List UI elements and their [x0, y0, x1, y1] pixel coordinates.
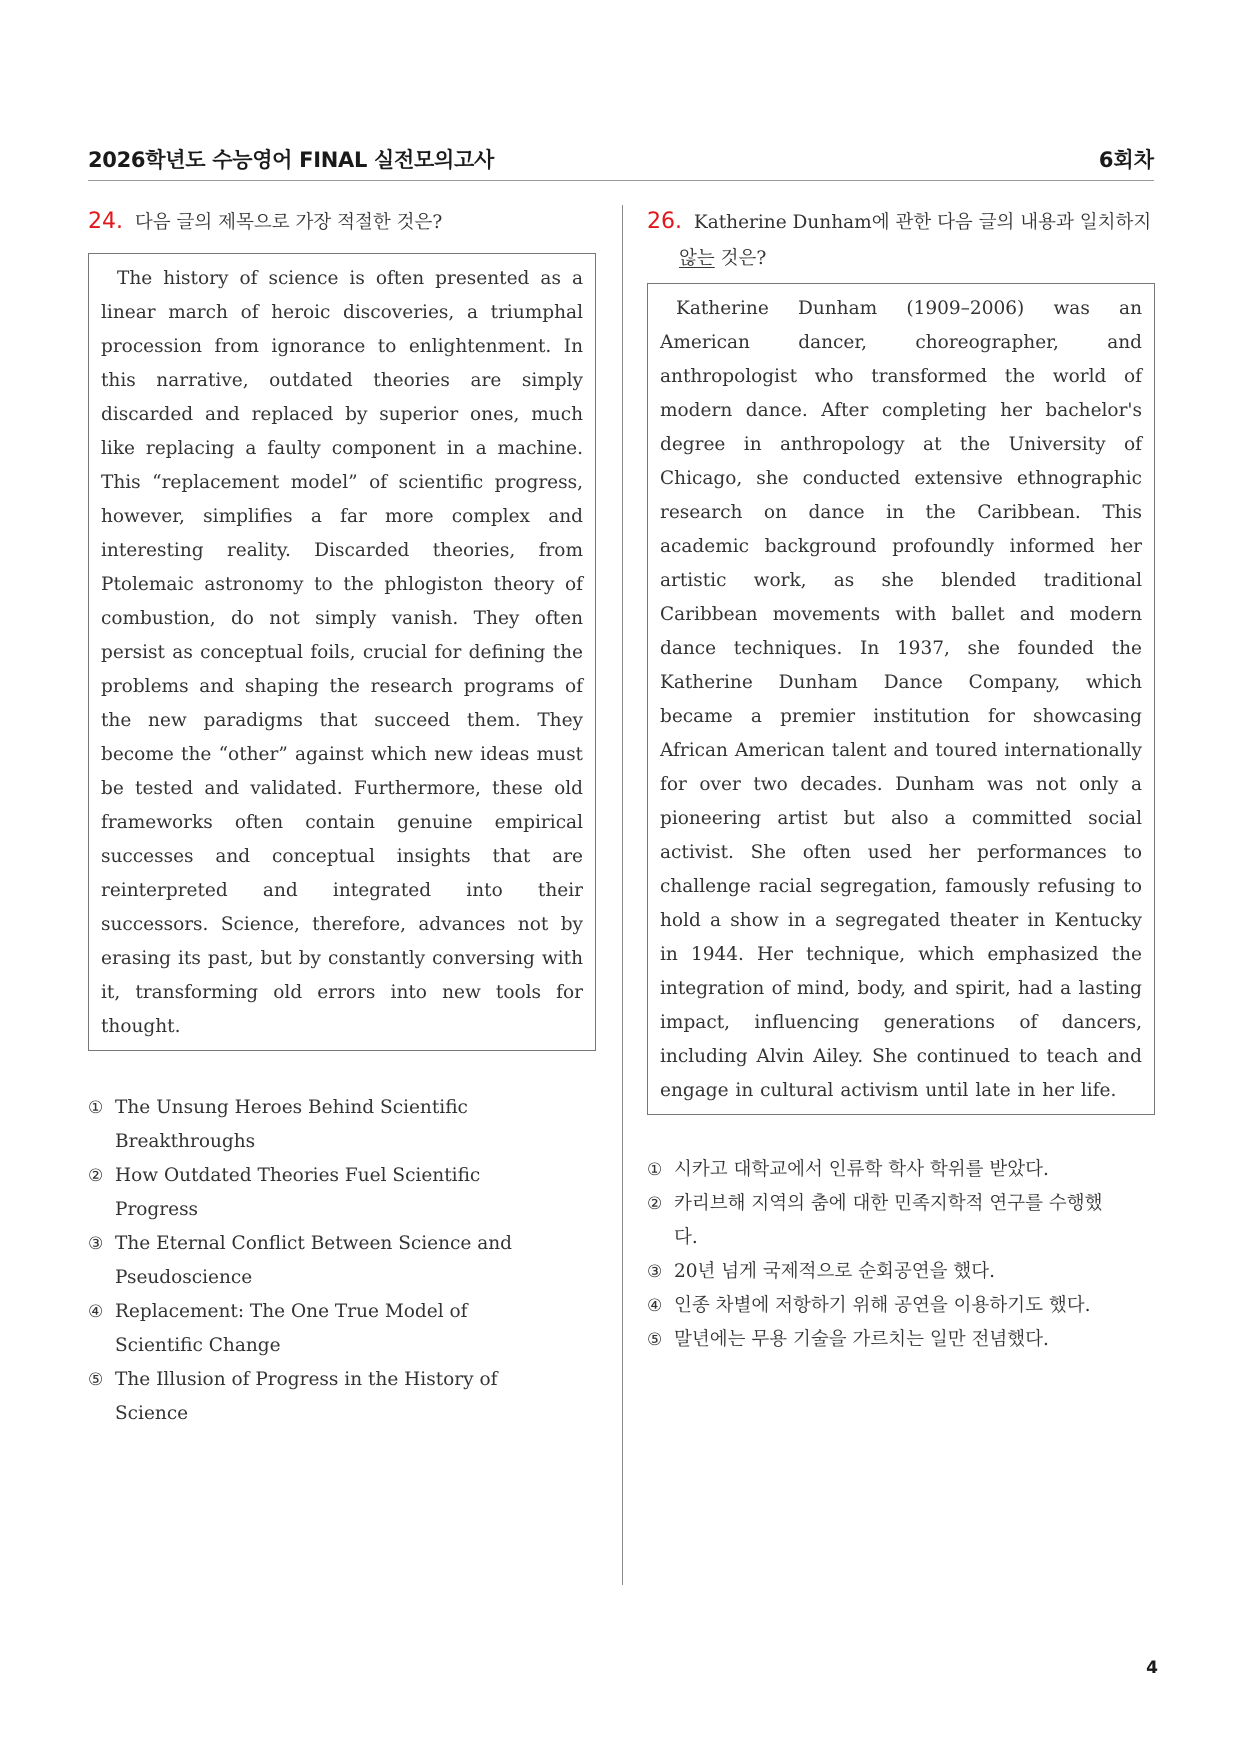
- option-number: ①: [647, 1160, 663, 1180]
- question-26-heading: [647, 204, 1155, 241]
- option-number: ⑤: [647, 1330, 663, 1350]
- option-text: How Outdated Theories Fuel Scientific Progress: [115, 1165, 481, 1220]
- page-header: [88, 140, 1154, 181]
- option-number: ④: [647, 1296, 663, 1316]
- answer-option[interactable]: [647, 1153, 1155, 1187]
- option-text: 시카고 대학교에서 인류학 학사 학위를 받았다.: [674, 1159, 1049, 1180]
- exam-title: 2026학년도 수능영어 FINAL 실전모의고사: [88, 148, 494, 172]
- underlined-keyword: 않는: [679, 248, 715, 269]
- question-24-passage-box: [88, 253, 596, 1051]
- question-26-number: 26.: [647, 209, 682, 234]
- answer-option[interactable]: [647, 1323, 1155, 1357]
- answer-option[interactable]: [647, 1255, 1155, 1289]
- answer-option[interactable]: [88, 1363, 596, 1431]
- option-text: 인종 차별에 저항하기 위해 공연을 이용하기도 했다.: [674, 1295, 1091, 1316]
- question-26-prompt: Katherine Dunham에 관한 다음 글의 내용과 일치하지: [693, 212, 1152, 233]
- option-text: 말년에는 무용 기술을 가르치는 일만 전념했다.: [674, 1329, 1049, 1350]
- question-24-prompt: 다음 글의 제목으로 가장 적절한 것은?: [134, 212, 443, 233]
- option-number: ③: [647, 1262, 663, 1282]
- option-number: ③: [88, 1234, 104, 1254]
- question-26-passage: Katherine Dunham (1909–2006) was an American dancer, choreographer, and anthropologist who transformed the world of modern dance. After completing her bachelor's degree in anthropology at the University of Chicago, she conducted extensive ethnographic research on dance in the Caribbean. This academic background profoundly informed her artistic work, as she blended traditional Caribbean movements with ballet and modern dance techniques. In 1937, she founded the Katherine Dunham Dance Company, which became a premier institution for showcasing African American talent and toured internationally for over two decades. Dunham was not only a pioneering artist but also a committed social activist. She often used her performances to challenge racial segregation, famously refusing to hold a show in a segregated theater in Kentucky in 1944. Her technique, which emphasized the integration of mind, body, and spirit, had a lasting impact, influencing generations of dancers, including Alvin Ailey. She continued to teach and engage in cultural activism until late in her life.: [660, 298, 1142, 1101]
- option-text: 카리브해 지역의 춤에 대한 민족지학적 연구를 수행했다.: [674, 1193, 1103, 1248]
- column-divider: [622, 205, 623, 1585]
- option-number: ②: [88, 1166, 104, 1186]
- option-text: Replacement: The One True Model of Scientific Change: [115, 1301, 468, 1356]
- option-number: ①: [88, 1098, 104, 1118]
- option-text: The Unsung Heroes Behind Scientific Breakthroughs: [115, 1097, 468, 1152]
- option-number: ⑤: [88, 1370, 104, 1390]
- option-text: The Illusion of Progress in the History of Science: [115, 1369, 498, 1424]
- question-26-prompt-end: 것은?: [714, 248, 767, 269]
- question-24-passage: The history of science is often presented as a linear march of heroic discoveries, a triumphal procession from ignorance to enlightenment. In this narrative, outdated theories are simply discarded and replaced by superior ones, much like replacing a faulty component in a machine. This “replacement model” of scientific progress, however, simplifies a far more complex and interesting reality. Discarded theories, from Ptolemaic astronomy to the phlogiston theory of combustion, do not simply vanish. They often persist as conceptual foils, crucial for defining the problems and shaping the research programs of the new paradigms that succeed them. They become the “other” against which new ideas must be tested and validated. Furthermore, these old frameworks often contain genuine empirical successes and conceptual insights that are reinterpreted and integrated into their successors. Science, therefore, advances not by erasing its past, but by constantly conversing with it, transforming old errors into new tools for thought.: [101, 268, 583, 1037]
- answer-option[interactable]: [88, 1091, 596, 1159]
- question-24: [88, 204, 596, 1431]
- question-24-options: [88, 1091, 596, 1431]
- answer-option[interactable]: [88, 1159, 596, 1227]
- question-24-number: 24.: [88, 209, 123, 234]
- question-26-passage-box: [647, 283, 1155, 1115]
- answer-option[interactable]: [647, 1289, 1155, 1323]
- question-26-options: [647, 1153, 1155, 1357]
- exam-round: 6회차: [1098, 148, 1154, 172]
- option-text: The Eternal Conflict Between Science and Pseudoscience: [115, 1233, 512, 1288]
- question-24-heading: [88, 204, 596, 241]
- option-text: 20년 넘게 국제적으로 순회공연을 했다.: [674, 1261, 996, 1282]
- option-number: ②: [647, 1194, 663, 1214]
- question-26-prompt-continued: [647, 241, 1155, 277]
- page-number: 4: [1146, 1658, 1158, 1678]
- answer-option[interactable]: [88, 1295, 596, 1363]
- option-number: ④: [88, 1302, 104, 1322]
- answer-option[interactable]: [647, 1187, 1155, 1255]
- answer-option[interactable]: [88, 1227, 596, 1295]
- question-26: [647, 204, 1155, 1357]
